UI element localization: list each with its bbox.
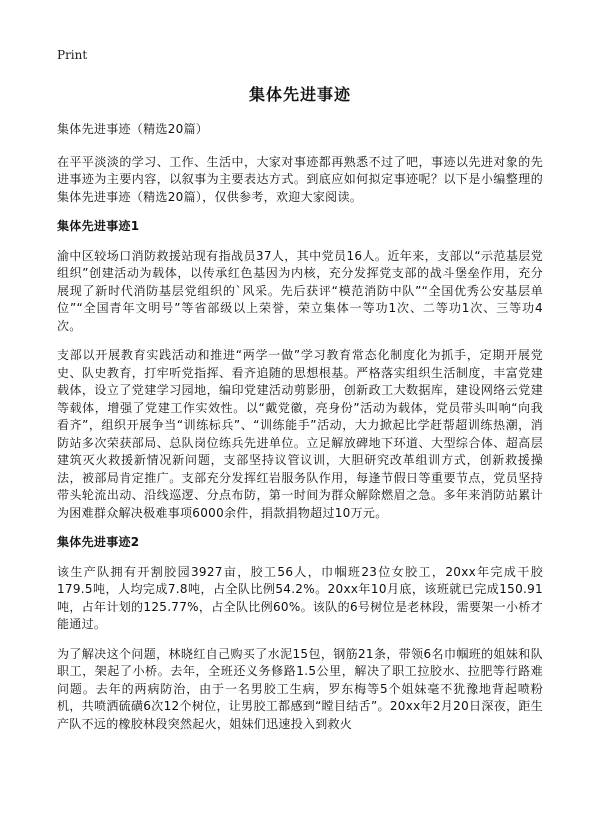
section-paragraph: 支部以开展教育实践活动和推进“两学一做”学习教育常态化制度化为抓手，定期开展党史、队史教育，打牢听党指挥、看齐追随的思想根基。严格落实组织生活制度，丰富党建载体，设立了党建学习园地，编印党建活动剪影册，创新政工大数据库，建设网络云党建等载体，增强了党建工作实效性。以“戴党徽，亮身份”活动为载体，党员带头叫响“向我看齐”，组织开展争当“训练标兵”、“训练能手”活动，大力掀起比学赶帮超训练热潮，消防站多次荣获部局、总队岗位练兵先进单位。立足解放碑地下环道、大型综合体、超高层建筑灭火救援新情况新问题，支部坚持议管议训，大胆研究改革组训方式，创新救援操法，被部局肯定推广。支部充分发挥红岩服务队作用，每逢节假日等重要节点，党员坚持带头轮流出动、沿线巡逻、分点布防，第一时间为群众解除燃眉之急。多年来消防站累计为困难群众解决极难事项6000余件，捐款捐物超过10万元。 <box>57 348 543 520</box>
section-paragraph: 该生产队拥有开割胶园3927亩，胶工56人，巾帼班23位女胶工，20xx年完成干胶179.5吨，人均完成7.8吨，占全队比例54.2%。20xx年10月底，该班就已完成150.91吨，占年计划的125.77%，占全队比例60%。该队的6号树位是老林段，需要架一小桥才能通过。 <box>57 564 543 631</box>
intro-paragraph: 在平平淡淡的学习、工作、生活中，大家对事迹都再熟悉不过了吧，事迹以先进对象的先进事迹为主要内容，以叙事为主要表达方式。到底应如何拟定事迹呢？以下是小编整理的集体先进事迹（精选20篇），仅供参考，欢迎大家阅读。 <box>57 154 543 204</box>
article-body <box>57 121 543 745</box>
section-paragraph: 为了解决这个问题，林晓红自己购买了水泥15包，钢筋21条，带领6名巾帼班的姐妹和队职工，架起了小桥。去年，全班还义务修路1.5公里，解决了职工拉胶水、拉肥等行路难问题。去年的两病防治，由于一名男胶工生病，罗东梅等5个姐妹毫不犹豫地背起喷粉机，共喷洒硫磺6次12个树位，让男胶工都感到“瞠目结舌”。20xx年2月20日深夜，距生产队不远的橡胶林段突然起火，姐妹们迅速投入到救火 <box>57 646 543 731</box>
page-title: 集体先进事迹 <box>248 85 351 104</box>
section-heading: 集体先进事迹2 <box>57 535 140 549</box>
section-paragraph: 渝中区较场口消防救援站现有指战员37人，其中党员16人。近年来，支部以“示范基层党组织”创建活动为载体，以传承红色基因为内核，充分发挥党支部的战斗堡垒作用，充分展现了新时代消防基层党组织的`风采。先后获评“模范消防中队”“全国优秀公安基层单位”“全国青年文明号”等省部级以上荣誉，荣立集体一等功1次、二等功1次、三等功4次。 <box>57 248 543 333</box>
article-subtitle: 集体先进事迹（精选20篇） <box>57 122 209 136</box>
section-heading: 集体先进事迹1 <box>57 219 140 233</box>
print-link[interactable]: Print <box>57 48 88 62</box>
